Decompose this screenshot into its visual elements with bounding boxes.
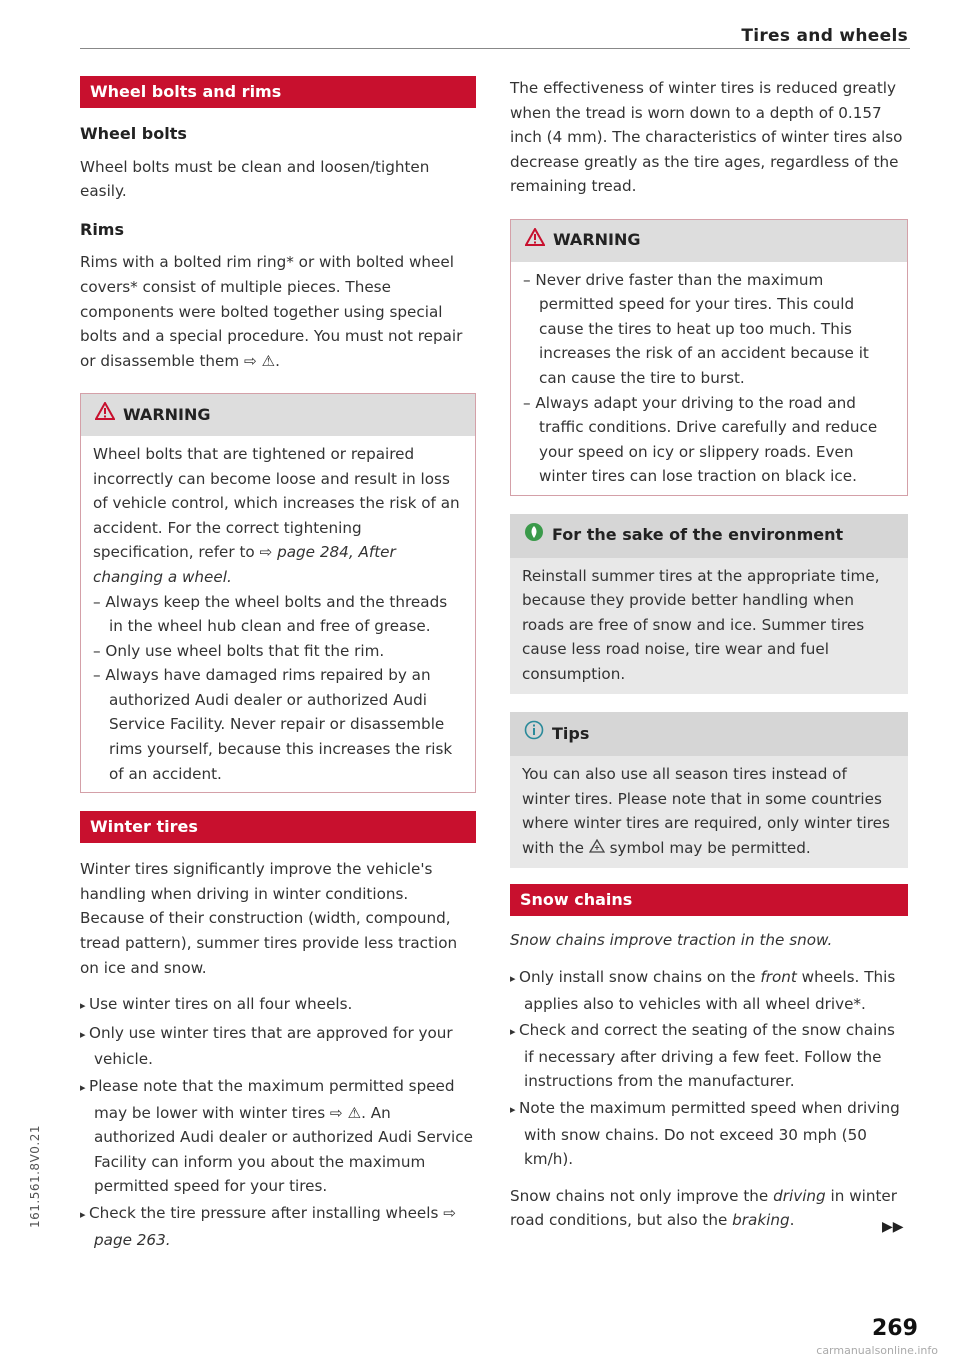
list-item-text: Check the tire pressure after installing wheels — [89, 1203, 444, 1222]
text: in winter road conditions, but also the — [510, 1186, 897, 1230]
left-column — [80, 76, 476, 1264]
page-reference-link[interactable]: ⇨ page 263. — [94, 1203, 456, 1249]
environment-body: Reinstall summer tires at the appropriate time, because they provide better handling when roads are free of snow and ice. Summer tires cause less road noise, tire wear and fuel consumption. — [522, 566, 880, 683]
section-intro: Snow chains improve traction in the snow. — [510, 931, 833, 950]
tips-body — [510, 756, 908, 868]
emphasis: braking — [732, 1211, 790, 1230]
tips-text: You can also use all season tires instead of winter tires. Please note that in some countries where winter tires are required, only winter tires with the — [522, 765, 890, 857]
leaf-icon — [524, 522, 544, 550]
list-item: ▸ Check and correct the seating of the snow chains if necessary after driving a few feet. Follow the instructions from the manufacturer. — [510, 1018, 908, 1094]
list-item: ▸ Please note that the maximum permitted speed may be lower with winter tires ⇨ ⚠. An authorized Audi dealer or authorized Audi Service Facility can inform you about the maximum permitted speed for your tires. — [80, 1074, 476, 1199]
warning-text-main: Wheel bolts that are tightened or repaired incorrectly can become loose and result in loss of vehicle control, which increases the risk of an accident. For the correct tightening specification, refer to — [93, 444, 460, 562]
continue-arrow-icon: ▶▶ — [882, 1219, 904, 1235]
warning-triangle-icon — [95, 402, 115, 428]
bullet-list — [80, 992, 476, 1252]
list-item: – Never drive faster than the maximum permitted speed for your tires. This could cause the tires to heat up too much. This increases the risk of an accident because it can cause the tire to burst. — [523, 268, 895, 391]
tips-box — [510, 712, 908, 868]
warning-header — [511, 220, 907, 262]
paragraph: The effectiveness of winter tires is reduced greatly when the tread is worn down to a depth of 0.157 inch (4 mm). The characteristics of winter tires also decrease greatly as the tire ages, regardless of the remaining tread. — [510, 79, 903, 196]
warning-box — [510, 219, 908, 496]
snowflake-mountain-icon — [589, 839, 605, 857]
text: . — [789, 1211, 795, 1230]
warning-text — [93, 442, 463, 590]
warning-box — [80, 393, 476, 793]
subheading-wheel-bolts: Wheel bolts — [80, 124, 187, 143]
paragraph: Winter tires significantly improve the vehicle's handling when driving in winter conditions. Because of their construction (width, compound, tread pattern), summer tires provide less traction on ice and snow. — [80, 860, 458, 977]
list-item: ▸ Use winter tires on all four wheels. — [80, 992, 476, 1019]
tips-title: Tips — [552, 723, 590, 743]
warning-list — [93, 590, 463, 787]
warning-title: WARNING — [123, 404, 211, 424]
right-column — [510, 76, 908, 1245]
tips-header — [510, 712, 908, 756]
environment-header — [510, 514, 908, 558]
warning-body — [81, 436, 475, 792]
paragraph: Wheel bolts must be clean and loosen/tighten easily. — [80, 157, 430, 201]
section-heading-wheel-bolts-and-rims: Wheel bolts and rims — [80, 76, 476, 108]
paragraph: Rims with a bolted rim ring* or with bolted wheel covers* consist of multiple pieces. These components were bolted together using special bolts and a special procedure. You must not repair or disassemble them ⇨ ⚠. — [80, 253, 463, 370]
list-item-text: Only install snow chains on the — [519, 968, 761, 987]
list-item — [510, 965, 908, 1016]
list-item-text: wheels. This applies also to vehicles with all wheel drive*. — [524, 968, 896, 1013]
bullet-list — [510, 965, 908, 1172]
list-item — [80, 1201, 476, 1252]
tips-text: symbol may be permitted. — [604, 838, 811, 857]
paragraph — [510, 1184, 908, 1233]
environment-note-box — [510, 514, 908, 695]
emphasis: driving — [773, 1186, 826, 1205]
warning-body — [511, 262, 907, 495]
warning-list — [523, 268, 895, 489]
list-item: – Always have damaged rims repaired by an authorized Audi dealer or authorized Audi Service Facility. Never repair or disassemble rims yourself, because this increases the risk of an accident. — [93, 663, 463, 786]
list-item: – Always adapt your driving to the road and traffic conditions. Drive carefully and reduce your speed on icy or slippery roads. Even winter tires can lose traction on black ice. — [523, 391, 895, 489]
warning-triangle-icon — [525, 228, 545, 254]
text: Snow chains not only improve the — [510, 1186, 774, 1205]
info-icon — [524, 720, 544, 748]
section-heading-winter-tires: Winter tires — [80, 811, 476, 843]
subheading-rims: Rims — [80, 219, 124, 239]
page-number: 269 — [872, 1316, 918, 1341]
environment-title: For the sake of the environment — [552, 525, 844, 545]
list-item: ▸ Note the maximum permitted speed when driving with snow chains. Do not exceed 30 mph (50 km/h). — [510, 1096, 908, 1172]
warning-title: WARNING — [553, 230, 641, 250]
page-reference-link[interactable]: ⇨ page 284, After changing a wheel. — [93, 543, 396, 586]
section-heading-snow-chains: Snow chains — [510, 884, 908, 916]
page-header-title: Tires and wheels — [741, 26, 908, 46]
watermark: carmanualsonline.info — [816, 1344, 938, 1357]
document-id: 161.561.8V0.21 — [28, 1125, 42, 1228]
warning-header — [81, 394, 475, 436]
list-item: ▸ Only use winter tires that are approved for your vehicle. — [80, 1021, 476, 1072]
list-item: – Only use wheel bolts that fit the rim. — [93, 639, 463, 664]
header-rule — [80, 48, 910, 49]
list-item: – Always keep the wheel bolts and the threads in the wheel hub clean and free of grease. — [93, 590, 463, 639]
emphasis: front — [760, 968, 797, 987]
